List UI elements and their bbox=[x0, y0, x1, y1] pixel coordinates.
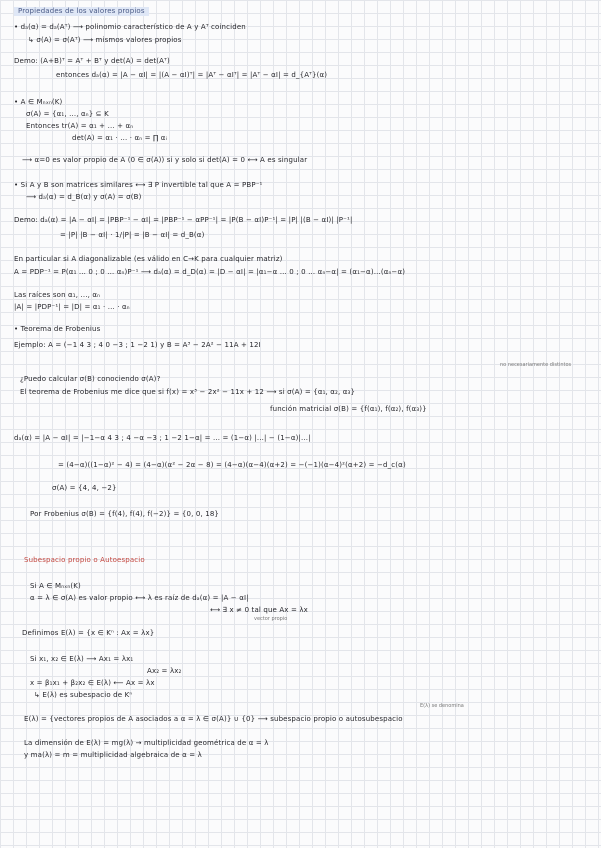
line-23: dₐ(α) = |A − αI| = |−1−α 4 3 ; 4 −α −3 ; 1 −2 1−α| = ... = (1−α) |...| − (1−α)|...| bbox=[14, 434, 311, 442]
line-12: Demo: dₐ(α) = |A − αI| = |PBP⁻¹ − αI| = |PBP⁻¹ − αPP⁻¹| = |P(B − αI)P⁻¹| = |P| |(B − αI)| |P⁻¹| bbox=[14, 216, 353, 224]
line-1: • dₐ(α) = dₐ(Aᵀ) ⟶ polinomio característico de A y Aᵀ coinciden bbox=[14, 23, 246, 31]
line-36: E(λ) = {vectores propios de A asociados a α = λ ∈ σ(A)} ∪ {0} ⟶ subespacio propio o autosubespacio bbox=[24, 715, 403, 723]
line-37: La dimensión de E(λ) = mg(λ) → multiplicidad geométrica de α = λ bbox=[24, 739, 269, 747]
line-6: σ(A) = {α₁, ..., αₙ} ⊆ K bbox=[26, 110, 109, 118]
line-34: x = β₁x₁ + β₂x₂ ∈ E(λ) ⟵ Ax = λx bbox=[30, 679, 155, 687]
line-29: α = λ ∈ σ(A) es valor propio ⟷ λ es raíz de dₐ(α) = |A − αI| bbox=[30, 594, 249, 602]
line-14: En particular si A diagonalizable (es válido en C→K para cualquier matriz) bbox=[14, 255, 283, 263]
line-5: • A ∈ Mₙₓₙ(K) bbox=[14, 98, 63, 106]
line-13: = |P| |B − αI| · 1/|P| = |B − αI| = d_B(α) bbox=[60, 231, 205, 239]
line-7: Entonces tr(A) = α₁ + ... + αₙ bbox=[26, 122, 134, 130]
line-33: Ax₂ = λx₂ bbox=[147, 667, 182, 675]
note-denominated: E(λ) se denomina bbox=[420, 703, 464, 709]
line-21: El teorema de Frobenius me dice que si f(x) = x³ − 2x² − 11x + 12 ⟶ si σ(A) = {α₁, α₂, α₃} bbox=[20, 388, 356, 396]
page-title bbox=[14, 7, 595, 16]
line-9: ⟶ α=0 es valor propio de A (0 ∈ σ(A)) si y solo si det(A) = 0 ⟷ A es singular bbox=[22, 156, 308, 164]
line-31: Definimos E(λ) = {x ∈ Kⁿ : Ax = λx} bbox=[22, 629, 155, 637]
line-17: |A| = |PDP⁻¹| = |D| = α₁ · ... · αₙ bbox=[14, 303, 130, 311]
line-4: entonces dₐ(α) = |A − αI| = |(A − αI)ᵀ| = |Aᵀ − αIᵀ| = |Aᵀ − αI| = d_{Aᵀ}(α) bbox=[56, 71, 328, 79]
page-title-text: Propiedades de los valores propios bbox=[14, 7, 149, 16]
section-title-eigenspace: Subespacio propio o Autoespacio bbox=[24, 556, 145, 564]
line-22: función matricial σ(B) = {f(α₁), f(α₂), f(α₃)} bbox=[270, 405, 427, 413]
line-2: ↳ σ(A) = σ(Aᵀ) ⟶ mismos valores propios bbox=[28, 36, 182, 44]
line-3: Demo: (A+B)ᵀ = Aᵀ + Bᵀ y det(A) = det(Aᵀ) bbox=[14, 57, 170, 65]
line-25: σ(A) = {4, 4, −2} bbox=[52, 484, 117, 492]
line-11: ⟶ dₐ(α) = d_B(α) y σ(A) = σ(B) bbox=[26, 193, 142, 201]
line-32: Si x₁, x₂ ∈ E(λ) ⟶ Ax₁ = λx₁ bbox=[30, 655, 134, 663]
line-15: A = PDP⁻¹ = P(α₁ … 0 ; 0 … αₙ)P⁻¹ ⟶ dₐ(α) = d_D(α) = |D − αI| = |α₁−α … 0 ; 0 … αₙ−α| = (α₁−α)…(αₙ−α) bbox=[14, 268, 406, 276]
note-distinct: no necesariamente distintos bbox=[500, 362, 572, 368]
line-35: ↳ E(λ) es subespacio de Kⁿ bbox=[34, 691, 133, 699]
line-8: det(A) = α₁ · ... · αₙ = ∏ αᵢ bbox=[72, 134, 167, 142]
line-38: y ma(λ) = m = multiplicidad algebraica de α = λ bbox=[24, 751, 202, 759]
line-26: Por Frobenius σ(B) = {f(4), f(4), f(−2)} = {0, 0, 18} bbox=[30, 510, 220, 518]
line-10: • Si A y B son matrices similares ⟷ ∃ P invertible tal que A = PBP⁻¹ bbox=[14, 181, 263, 189]
line-30: ⟷ ∃ x ≠ 0 tal que Ax = λx bbox=[210, 606, 308, 614]
line-28: Si A ∈ Mₙₓₙ(K) bbox=[30, 582, 81, 590]
line-24: = (4−α)((1−α)² − 4) = (4−α)(α² − 2α − 8) = (4−α)(α−4)(α+2) = −(−1)(α−4)²(α+2) = −d_c(α) bbox=[58, 461, 406, 469]
note-eigenvector: vector propio bbox=[254, 616, 288, 622]
line-19: Ejemplo: A = (−1 4 3 ; 4 0 −3 ; 1 −2 1) y B = A³ − 2A² − 11A + 12I bbox=[14, 341, 261, 349]
line-20: ¿Puedo calcular σ(B) conociendo σ(A)? bbox=[20, 375, 161, 383]
line-16: Las raíces son α₁, ..., αₙ bbox=[14, 291, 101, 299]
line-18: • Teorema de Frobenius bbox=[14, 325, 101, 333]
